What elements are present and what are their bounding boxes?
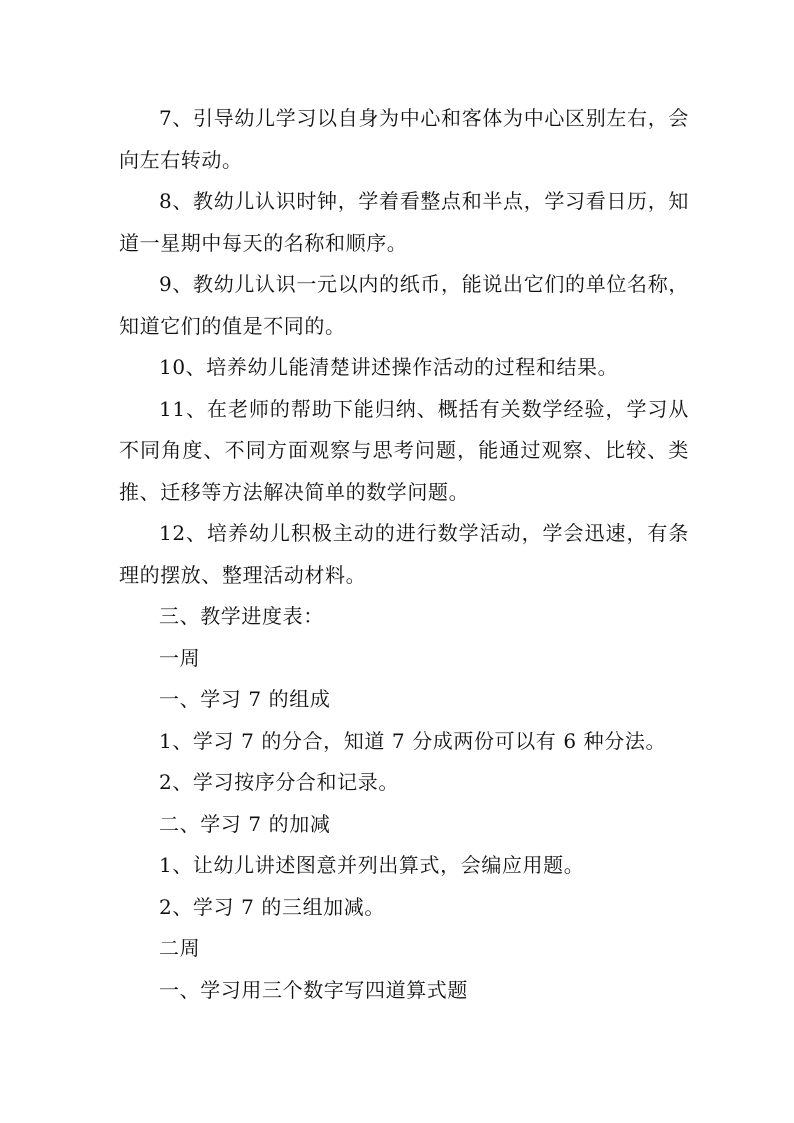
- paragraph-item-12: 12、培养幼儿积极主动的进行数学活动，学会迅速，有条理的摆放、整理活动材料。: [119, 521, 689, 587]
- paragraph-item-8: 8、教幼儿认识时钟，学着看整点和半点，学习看日历，知道一星期中每天的名称和顺序。: [119, 189, 689, 255]
- list-item: 1、学习 7 的分合，知道 7 分成两份可以有 6 种分法。: [159, 728, 667, 753]
- paragraph-item-10: 10、培养幼儿能清楚讲述操作活动的过程和结果。: [159, 355, 619, 379]
- topic-heading-7-composition: 一、学习 7 的组成: [159, 687, 331, 711]
- paragraph-item-7: 7、引导幼儿学习以自身为中心和客体为中心区别左右，会向左右转动。: [119, 106, 689, 172]
- list-item: 2、学习 7 的三组加减。: [159, 894, 385, 919]
- list-item: 1、让幼儿讲述图意并列出算式，会编应用题。: [159, 853, 585, 877]
- section-heading-schedule: 三、教学进度表：: [159, 604, 324, 628]
- topic-heading-7-add-subtract: 二、学习 7 的加减: [159, 811, 331, 836]
- list-item: 2、学习按序分合和记录。: [159, 770, 399, 794]
- document-body: [119, 98, 689, 1011]
- week-heading-1: 一周: [159, 645, 201, 670]
- paragraph-item-9: 9、教幼儿认识一元以内的纸币，能说出它们的单位名称，知道它们的值是不同的。: [119, 272, 689, 338]
- week-heading-2: 二周: [159, 936, 201, 960]
- paragraph-item-11: 11、在老师的帮助下能归纳、概括有关数学经验，学习从不同角度、不同方面观察与思考问题，能通过观察、比较、类推、迁移等方法解决简单的数学问题。: [119, 396, 689, 504]
- topic-heading-three-digits: 一、学习用三个数字写四道算式题: [159, 977, 468, 1002]
